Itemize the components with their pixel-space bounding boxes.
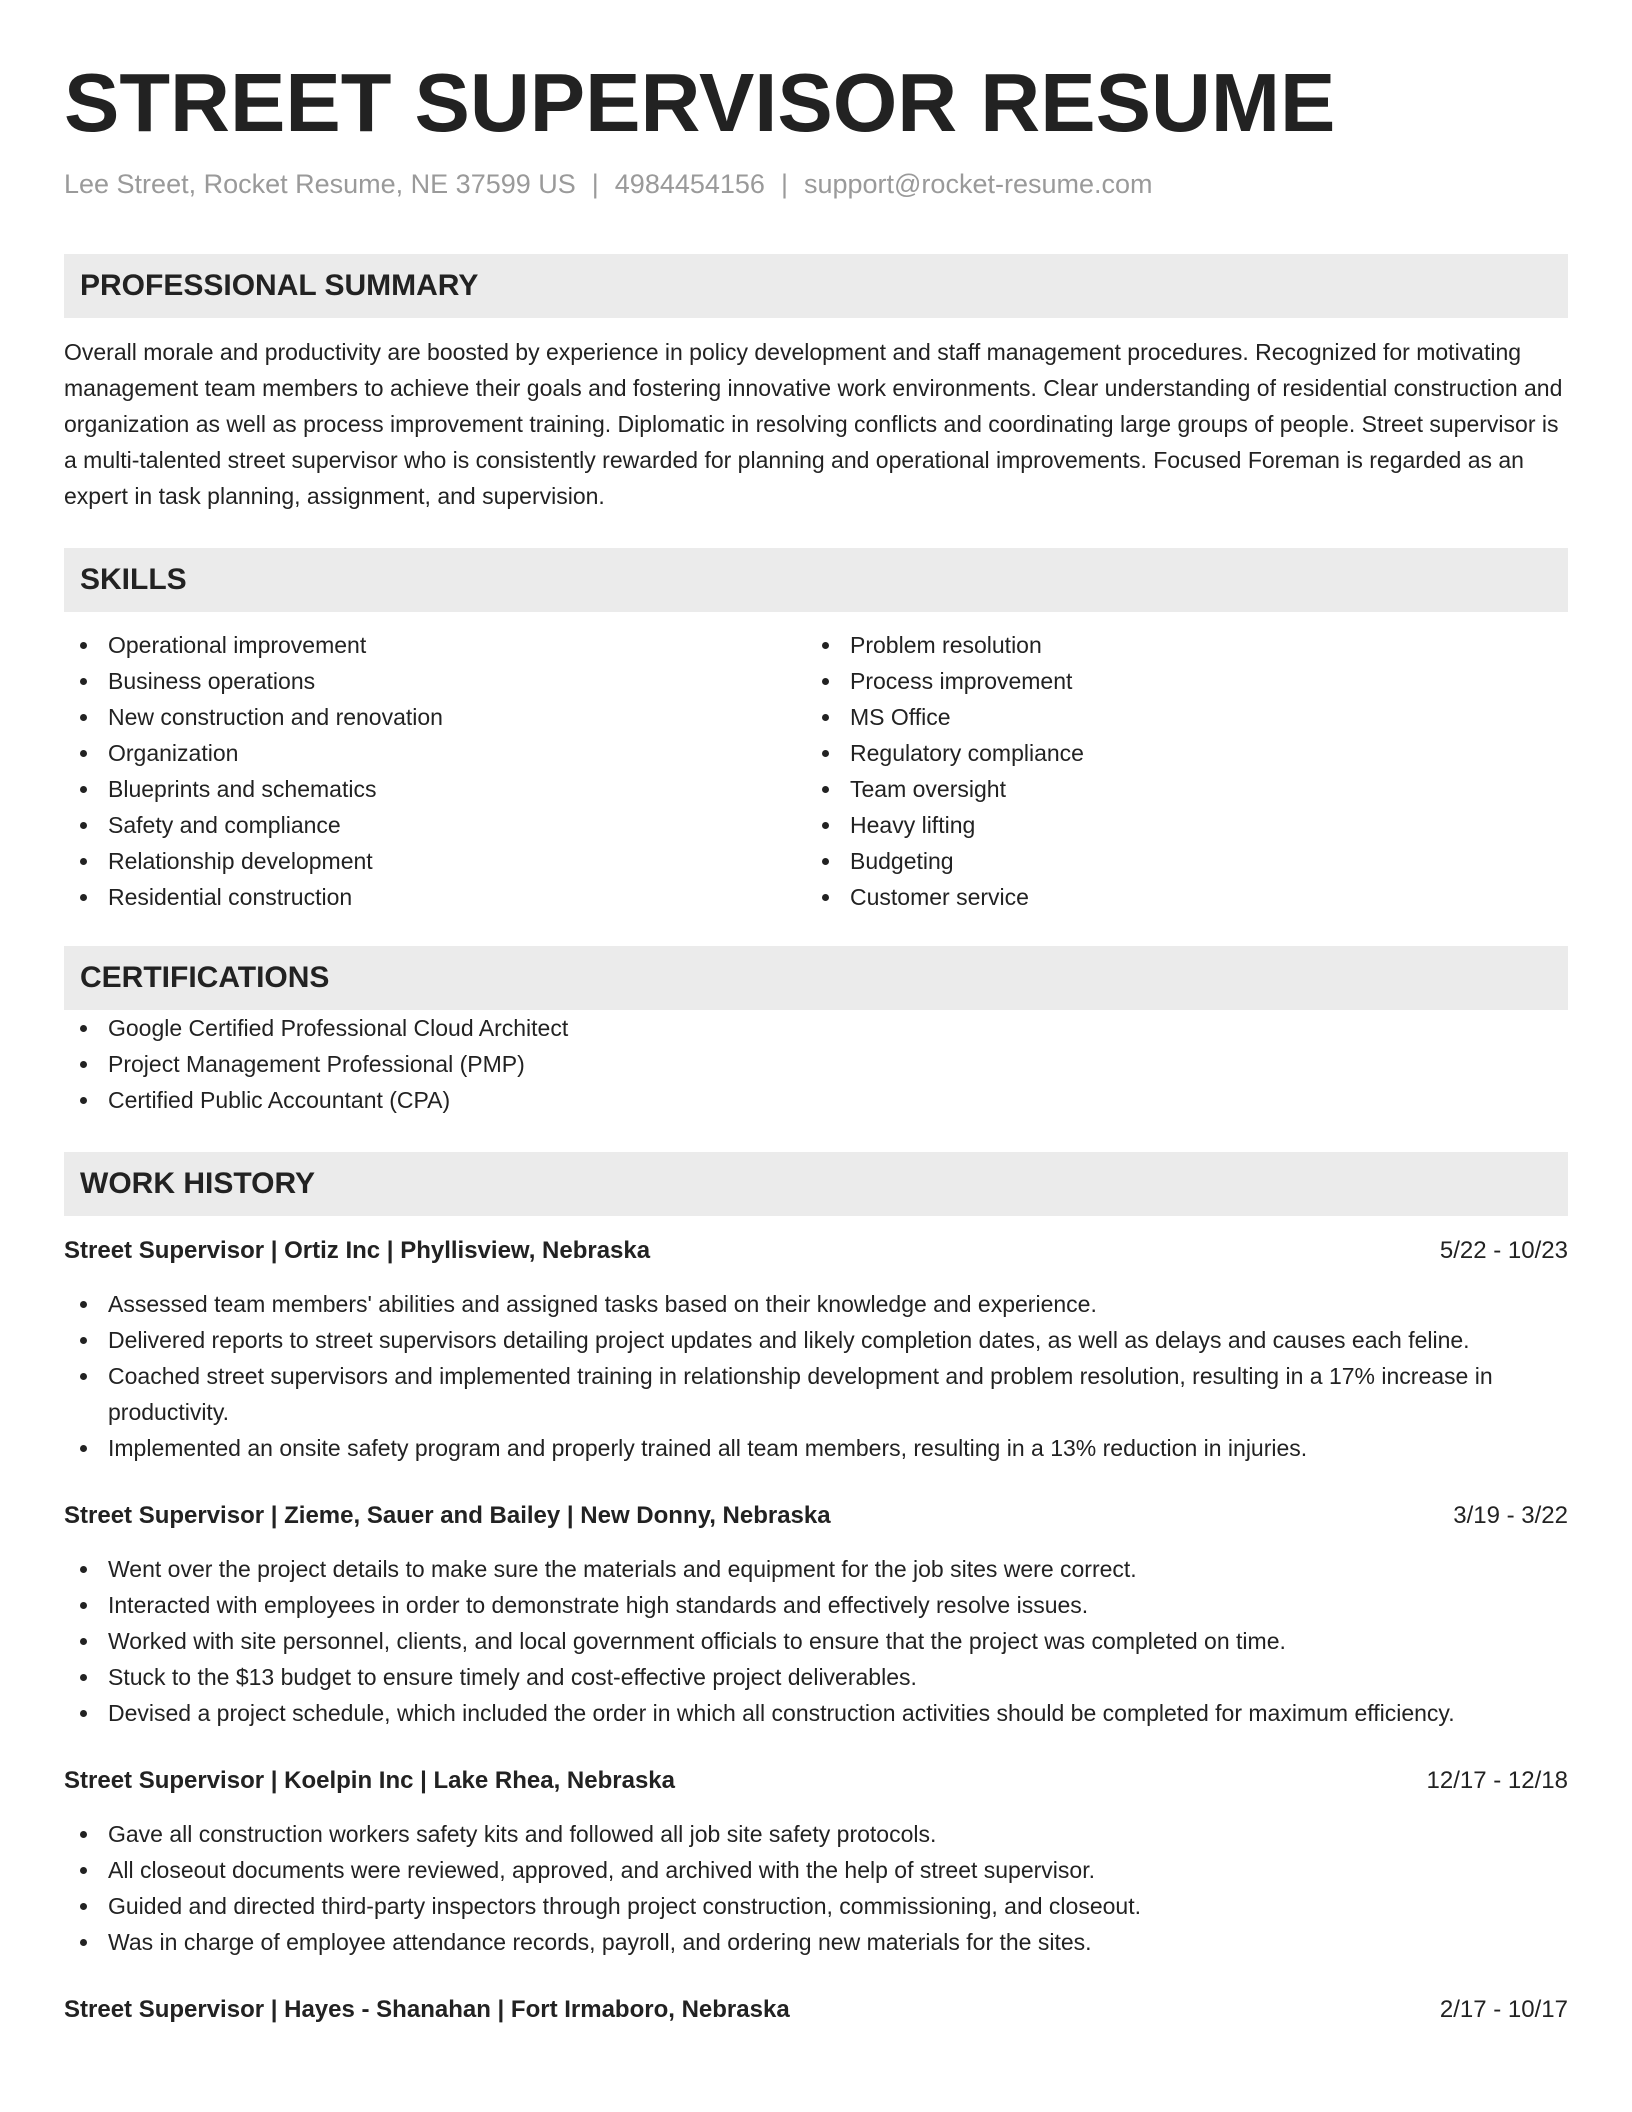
skill-item: Team oversight bbox=[806, 771, 1548, 807]
job-bullet: Guided and directed third-party inspectors through project construction, commissioning, and closeout. bbox=[64, 1888, 1568, 1924]
section-header-summary: PROFESSIONAL SUMMARY bbox=[64, 254, 1568, 318]
job-dates: 3/19 - 3/22 bbox=[1453, 1502, 1568, 1529]
skill-item: Safety and compliance bbox=[64, 807, 806, 843]
resume-title: STREET SUPERVISOR RESUME bbox=[64, 56, 1336, 149]
job-title: Street Supervisor | Koelpin Inc | Lake Rhea, Nebraska bbox=[64, 1767, 675, 1794]
skill-item: Residential construction bbox=[64, 879, 806, 915]
job-bullet: Assessed team members' abilities and assigned tasks based on their knowledge and experience. bbox=[64, 1286, 1568, 1322]
contact-separator: | bbox=[591, 169, 599, 199]
job-title: Street Supervisor | Ortiz Inc | Phyllisview, Nebraska bbox=[64, 1237, 651, 1264]
section-header-skills: SKILLS bbox=[64, 548, 1568, 612]
job-bullet: Was in charge of employee attendance records, payroll, and ordering new materials for the sites. bbox=[64, 1924, 1568, 1960]
job-title: Street Supervisor | Hayes - Shanahan | Fort Irmaboro, Nebraska bbox=[64, 1996, 790, 2023]
job-bullets bbox=[64, 1816, 1568, 1960]
job-bullets bbox=[64, 1551, 1568, 1731]
job-bullet: Implemented an onsite safety program and properly trained all team members, resulting in a 13% reduction in injuries. bbox=[64, 1430, 1568, 1466]
skills-list-right bbox=[806, 627, 1548, 915]
job-dates: 2/17 - 10/17 bbox=[1439, 1996, 1568, 2023]
job-dates: 12/17 - 12/18 bbox=[1426, 1767, 1568, 1794]
contact-separator: | bbox=[780, 169, 788, 199]
job-bullet: Delivered reports to street supervisors detailing project updates and likely completion dates, as well as delays and causes each feline. bbox=[64, 1322, 1568, 1358]
resume-page bbox=[64, 0, 1568, 2028]
contact-email[interactable]: support@rocket-resume.com bbox=[803, 169, 1153, 199]
certification-item: Certified Public Accountant (CPA) bbox=[64, 1082, 1568, 1118]
skill-item: New construction and renovation bbox=[64, 699, 806, 735]
job-entry bbox=[64, 1233, 1568, 1466]
job-header bbox=[64, 1233, 1568, 1269]
job-header bbox=[64, 1498, 1568, 1534]
skills-grid bbox=[64, 627, 1568, 915]
contact-address: Lee Street, Rocket Resume, NE 37599 US bbox=[64, 169, 576, 199]
job-entry bbox=[64, 1992, 1568, 2028]
contact-phone: 4984454156 bbox=[614, 169, 765, 199]
skill-item: Business operations bbox=[64, 663, 806, 699]
skill-item: Regulatory compliance bbox=[806, 735, 1548, 771]
skill-item: Operational improvement bbox=[64, 627, 806, 663]
contact-line bbox=[64, 166, 1568, 202]
skill-item: Problem resolution bbox=[806, 627, 1548, 663]
skills-column-right bbox=[806, 627, 1548, 915]
skill-item: Customer service bbox=[806, 879, 1548, 915]
summary-text: Overall morale and productivity are boosted by experience in policy development and staff management procedures. Recognized for motivating management team members to achieve their goals and fostering innovative work environments. Clear understanding of residential construction and organization as well as process improvement training. Diplomatic in resolving conflicts and coordinating large groups of people. Street supervisor is a multi-talented street supervisor who is consistently rewarded for planning and operational improvements. Focused Foreman is regarded as an expert in task planning, assignment, and supervision. bbox=[64, 339, 1563, 509]
job-bullet: Went over the project details to make sure the materials and equipment for the job sites were correct. bbox=[64, 1551, 1568, 1587]
job-entry bbox=[64, 1498, 1568, 1731]
job-dates: 5/22 - 10/23 bbox=[1439, 1237, 1568, 1264]
job-title: Street Supervisor | Zieme, Sauer and Bailey | New Donny, Nebraska bbox=[64, 1502, 831, 1529]
certification-item: Project Management Professional (PMP) bbox=[64, 1046, 1568, 1082]
skill-item: Blueprints and schematics bbox=[64, 771, 806, 807]
section-header-work-history: WORK HISTORY bbox=[64, 1152, 1568, 1216]
job-bullet: Stuck to the $13 budget to ensure timely and cost-effective project deliverables. bbox=[64, 1659, 1568, 1695]
skill-item: Process improvement bbox=[806, 663, 1548, 699]
skill-item: Relationship development bbox=[64, 843, 806, 879]
certification-item: Google Certified Professional Cloud Architect bbox=[64, 1010, 1568, 1046]
job-bullets bbox=[64, 1286, 1568, 1466]
certifications-list bbox=[64, 1010, 1568, 1118]
section-header-certifications: CERTIFICATIONS bbox=[64, 946, 1568, 1010]
job-header bbox=[64, 1992, 1568, 2028]
skills-column-left bbox=[64, 627, 806, 915]
skill-item: Organization bbox=[64, 735, 806, 771]
skill-item: Heavy lifting bbox=[806, 807, 1548, 843]
skills-list-left bbox=[64, 627, 806, 915]
job-bullet: Devised a project schedule, which included the order in which all construction activities should be completed for maximum efficiency. bbox=[64, 1695, 1568, 1731]
job-bullet: Worked with site personnel, clients, and local government officials to ensure that the project was completed on time. bbox=[64, 1623, 1568, 1659]
skill-item: Budgeting bbox=[806, 843, 1548, 879]
job-bullet: All closeout documents were reviewed, approved, and archived with the help of street supervisor. bbox=[64, 1852, 1568, 1888]
skill-item: MS Office bbox=[806, 699, 1548, 735]
job-bullet: Interacted with employees in order to demonstrate high standards and effectively resolve issues. bbox=[64, 1587, 1568, 1623]
job-entry bbox=[64, 1763, 1568, 1960]
job-bullet: Gave all construction workers safety kits and followed all job site safety protocols. bbox=[64, 1816, 1568, 1852]
job-header bbox=[64, 1763, 1568, 1799]
job-bullet: Coached street supervisors and implemented training in relationship development and problem resolution, resulting in a 17% increase in productivity. bbox=[64, 1358, 1568, 1430]
